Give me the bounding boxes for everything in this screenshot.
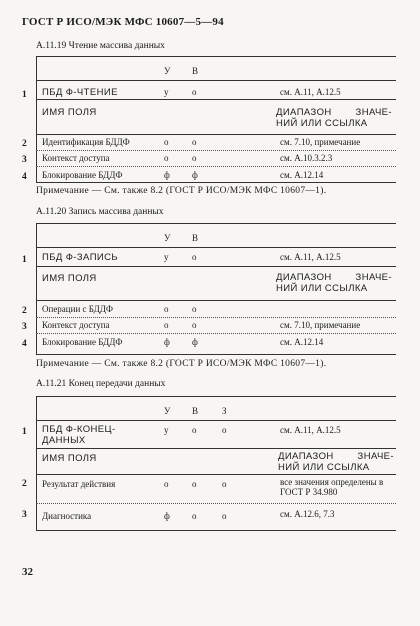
- table-divider: [36, 99, 396, 100]
- table-border-top: [36, 223, 396, 224]
- field-name-header: ИМЯ ПОЛЯ: [42, 273, 97, 284]
- row-divider: [36, 503, 396, 504]
- section-title-a11-21: А.11.21 Конец передачи данных: [36, 379, 166, 389]
- cell-ref: см. А.11, А.12.5: [280, 87, 341, 97]
- col-header-v: В: [192, 233, 199, 243]
- table-border-bottom: [36, 530, 396, 531]
- row-divider: [36, 150, 396, 151]
- table-border-left: [36, 56, 37, 182]
- col-header-v: В: [192, 66, 199, 76]
- col-header-u: У: [164, 406, 171, 416]
- row-number: 2: [22, 139, 27, 149]
- col-header-v: В: [192, 406, 199, 416]
- section-note: Примечание — См. также 8.2 (ГОСТ Р ИСО/МЭК МФС 10607—1).: [36, 186, 327, 196]
- cell-u: ф: [164, 170, 170, 180]
- table-border-left: [36, 396, 37, 530]
- cell-ref: см. А.11, А.12.5: [280, 425, 341, 435]
- row-number: 3: [22, 322, 27, 332]
- pdu-name: ПБД Ф-КОНЕЦ-ДАННЫХ: [42, 424, 116, 446]
- pdu-name: ПБД Ф-ЗАПИСЬ: [42, 252, 119, 263]
- cell-u: о: [164, 153, 169, 163]
- cell-u: у: [164, 87, 169, 97]
- page-header: ГОСТ Р ИСО/МЭК МФС 10607—5—94: [22, 16, 224, 28]
- col-header-u: У: [164, 233, 171, 243]
- cell-u: о: [164, 137, 169, 147]
- field-name: Операции с БДДФ: [42, 304, 113, 314]
- section-note: Примечание — См. также 8.2 (ГОСТ Р ИСО/МЭК МФС 10607—1).: [36, 359, 327, 369]
- cell-ref: см. 7.10, примечание: [280, 137, 361, 147]
- range-header: ДИАПАЗОН ЗНАЧЕ-НИЙ ИЛИ ССЫЛКА: [278, 451, 394, 473]
- cell-u: о: [164, 320, 169, 330]
- table-divider: [36, 134, 396, 135]
- cell-v: о: [192, 425, 197, 435]
- row-divider: [36, 333, 396, 334]
- table-divider: [36, 266, 396, 267]
- field-name: Результат действия: [42, 479, 116, 489]
- cell-ref: см. 7.10, примечание: [280, 320, 361, 330]
- cell-v: о: [192, 320, 197, 330]
- row-number: 3: [22, 510, 27, 520]
- cell-ref: см. А.12.14: [280, 170, 324, 180]
- field-name: Блокирование БДДФ: [42, 170, 123, 180]
- row-number: 1: [22, 427, 27, 437]
- cell-v: о: [192, 252, 197, 262]
- field-name: Контекст доступа: [42, 153, 110, 163]
- cell-ref: см. А.10.3.2.3: [280, 153, 333, 163]
- pdu-name: ПБД Ф-ЧТЕНИЕ: [42, 87, 118, 98]
- cell-ref: все значения определены в ГОСТ Р 34.980: [280, 477, 384, 497]
- field-name-header: ИМЯ ПОЛЯ: [42, 453, 97, 464]
- cell-u: о: [164, 304, 169, 314]
- row-number: 4: [22, 172, 27, 182]
- range-header: ДИАПАЗОН ЗНАЧЕ-НИЙ ИЛИ ССЫЛКА: [276, 107, 392, 129]
- page-number: 32: [22, 566, 33, 578]
- cell-ref: см. А.12.6, 7.3: [280, 509, 335, 519]
- section-title-a11-20: А.11.20 Запись массива данных: [36, 207, 164, 217]
- field-name: Контекст доступа: [42, 320, 110, 330]
- row-number: 2: [22, 306, 27, 316]
- cell-z: о: [222, 479, 227, 489]
- row-number: 2: [22, 479, 27, 489]
- table-border-bottom: [36, 354, 396, 355]
- table-border-bottom: [36, 182, 396, 183]
- row-divider: [36, 317, 396, 318]
- field-name: Блокирование БДДФ: [42, 337, 123, 347]
- field-name-header: ИМЯ ПОЛЯ: [42, 107, 97, 118]
- col-header-u: У: [164, 66, 171, 76]
- cell-v: о: [192, 511, 197, 521]
- cell-v: о: [192, 137, 197, 147]
- field-name: Идентификация БДДФ: [42, 137, 130, 147]
- row-number: 1: [22, 255, 27, 265]
- row-number: 1: [22, 90, 27, 100]
- table-divider: [36, 474, 396, 475]
- table-border-left: [36, 223, 37, 354]
- cell-u: ф: [164, 337, 170, 347]
- cell-u: у: [164, 425, 169, 435]
- row-divider: [36, 166, 396, 167]
- cell-ref: см. А.11, А.12.5: [280, 252, 341, 262]
- cell-v: ф: [192, 170, 198, 180]
- table-divider: [36, 80, 396, 81]
- cell-u: о: [164, 479, 169, 489]
- table-divider: [36, 300, 396, 301]
- cell-u: у: [164, 252, 169, 262]
- cell-u: ф: [164, 511, 170, 521]
- section-title-a11-19: А.11.19 Чтение массива данных: [36, 41, 165, 51]
- cell-z: о: [222, 511, 227, 521]
- table-divider: [36, 420, 396, 421]
- table-divider: [36, 448, 396, 449]
- cell-ref: см. А.12.14: [280, 337, 324, 347]
- cell-z: о: [222, 425, 227, 435]
- field-name: Диагностика: [42, 511, 92, 521]
- cell-v: ф: [192, 337, 198, 347]
- range-header: ДИАПАЗОН ЗНАЧЕ-НИЙ ИЛИ ССЫЛКА: [276, 272, 392, 294]
- row-number: 4: [22, 339, 27, 349]
- col-header-z: З: [222, 406, 227, 416]
- cell-v: о: [192, 153, 197, 163]
- table-border-top: [36, 56, 396, 57]
- cell-v: о: [192, 304, 197, 314]
- row-number: 3: [22, 155, 27, 165]
- table-border-top: [36, 396, 396, 397]
- table-divider: [36, 247, 396, 248]
- cell-v: о: [192, 479, 197, 489]
- cell-v: о: [192, 87, 197, 97]
